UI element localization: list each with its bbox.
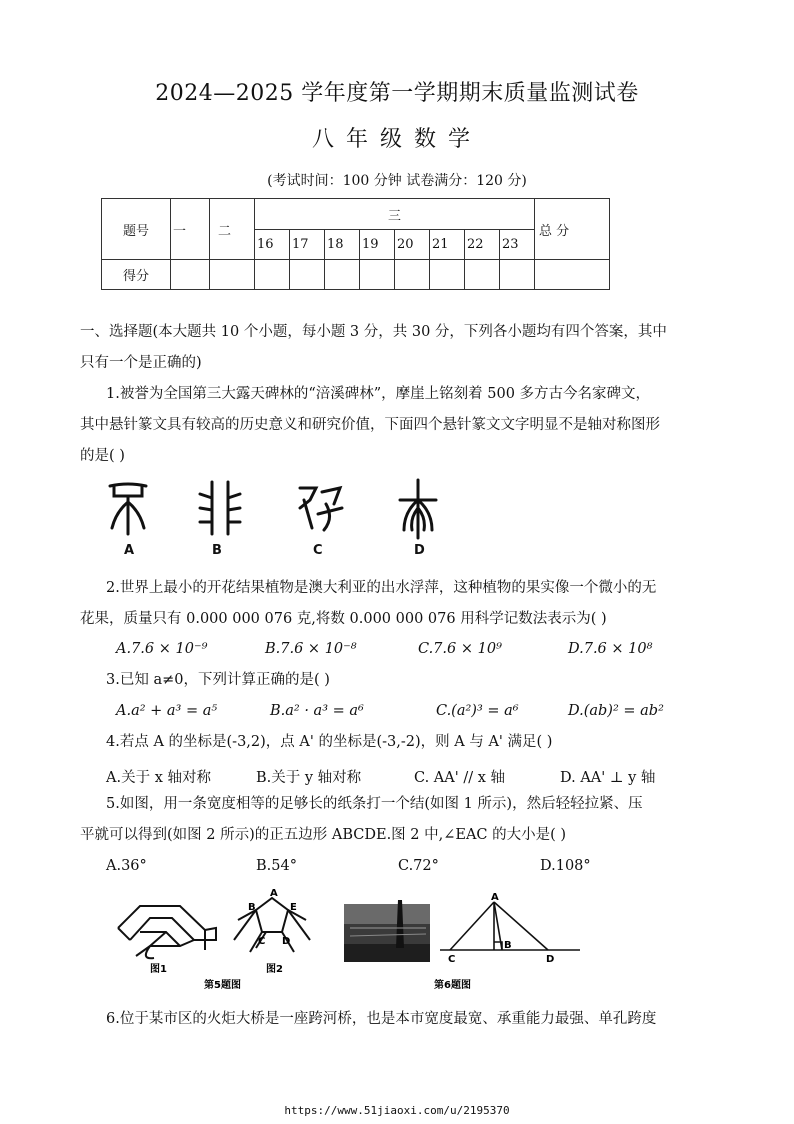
q3-option-b: B.a² · a³ = a⁶ [270, 703, 364, 719]
sub-number: 23 [500, 230, 535, 260]
row-label-question: 题号 [102, 199, 171, 260]
q4-option-d: D. AA' ⊥ y 轴 [560, 770, 656, 786]
sub-number: 16 [255, 230, 290, 260]
exam-info: (考试时间：100 分钟 试卷满分：120 分) [267, 173, 527, 189]
sub-number: 22 [465, 230, 500, 260]
triangle-label-d: D [546, 954, 555, 965]
q4-option-a: A.关于 x 轴对称 [106, 770, 211, 786]
sub-number: 18 [325, 230, 360, 260]
paper-knot-figure [118, 906, 216, 958]
fig1-caption: 图1 [150, 964, 167, 975]
seal-glyph-c [300, 488, 342, 530]
score-cell [395, 260, 430, 290]
seal-glyph-a [110, 484, 146, 534]
row-label-score: 得分 [102, 260, 171, 290]
pentagon-label-b: B [248, 902, 256, 913]
option-c-label: C [313, 543, 323, 558]
q6-figure-caption: 第6题图 [434, 980, 471, 991]
score-table [101, 198, 610, 290]
seal-glyph-b [200, 482, 240, 534]
sub-number: 17 [290, 230, 325, 260]
q5-option-c: C.72° [398, 858, 439, 874]
exam-subtitle: 八年级数学 [311, 127, 482, 152]
q5-figure-caption: 第5题图 [204, 980, 241, 991]
section1-heading-line1: 一、选择题(本大题共 10 个小题，每小题 3 分，共 30 分，下列各小题均有四个答案，其中 [80, 324, 667, 340]
score-cell [171, 260, 210, 290]
col-total: 总 分 [535, 199, 610, 260]
q2-option-b: B.7.6 × 10⁻⁸ [265, 641, 357, 657]
option-a-label: A [124, 543, 135, 558]
q5-option-d: D.108° [540, 858, 591, 874]
pentagon-label-e: E [290, 902, 297, 913]
option-d-label: D [414, 543, 425, 558]
score-cell [360, 260, 395, 290]
score-cell [430, 260, 465, 290]
q5-option-a: A.36° [106, 858, 147, 874]
q6-line1: 6.位于某市区的火炬大桥是一座跨河桥，也是本市宽度最宽、承重能力最强、单孔跨度 [106, 1011, 657, 1027]
q2-option-c: C.7.6 × 10⁹ [418, 641, 502, 657]
q5-option-b: B.54° [256, 858, 297, 874]
q4-stem: 4.若点 A 的坐标是(-3,2)，点 A' 的坐标是(-3,-2)，则 A 与 A' 满足( ) [106, 734, 553, 750]
pentagon-label-c: C [258, 936, 266, 947]
footer-url[interactable]: https://www.51jiaoxi.com/u/2195370 [284, 1104, 510, 1117]
bridge-photo [344, 900, 430, 962]
q2-option-a: A.7.6 × 10⁻⁹ [116, 641, 208, 657]
score-cell [290, 260, 325, 290]
q3-option-d: D.(ab)² = ab² [568, 703, 664, 719]
triangle-label-c: C [448, 954, 456, 965]
pentagon-label-d: D [282, 936, 291, 947]
q2-line1: 2.世界上最小的开花结果植物是澳大利亚的出水浮萍，这种植物的果实像一个微小的无 [106, 580, 657, 596]
q4-option-b: B.关于 y 轴对称 [256, 770, 362, 786]
col-section-one: 一 [171, 199, 210, 260]
option-b-label: B [212, 543, 222, 558]
score-cell [500, 260, 535, 290]
q4-option-c: C. AA' // x 轴 [414, 770, 506, 786]
sub-number: 21 [430, 230, 465, 260]
score-cell [535, 260, 610, 290]
figures-row [110, 888, 580, 996]
fig2-caption: 图2 [266, 964, 283, 975]
pentagon-figure [234, 898, 310, 952]
q5-line2: 平就可以得到(如图 2 所示)的正五边形 ABCDE.图 2 中,∠EAC 的大小是( ) [80, 827, 567, 843]
q3-option-a: A.a² + a³ = a⁵ [116, 703, 218, 719]
seal-glyph-d [400, 480, 436, 538]
exam-title: 2024—2025 学年度第一学期期末质量监测试卷 [155, 81, 639, 106]
q1-line2: 其中悬针篆文具有较高的历史意义和研究价值，下面四个悬针篆文文字明显不是轴对称图形 [80, 417, 660, 433]
q1-line1: 1.被誉为全国第三大露天碑林的“涪溪碑林”，摩崖上铭刻着 500 多方古今名家碑文， [106, 386, 651, 402]
q3-stem: 3.已知 a≠0，下列计算正确的是( ) [106, 672, 330, 688]
section1-heading-line2: 只有一个是正确的) [80, 355, 202, 371]
triangle-label-a: A [491, 892, 499, 903]
col-section-three: 三 [255, 199, 535, 230]
score-cell [325, 260, 360, 290]
sub-number: 20 [395, 230, 430, 260]
score-cell [210, 260, 255, 290]
q2-option-d: D.7.6 × 10⁸ [568, 641, 653, 657]
q1-line3: 的是( ) [80, 448, 125, 464]
score-cell [255, 260, 290, 290]
col-section-two: 二 [210, 199, 255, 260]
score-cell [465, 260, 500, 290]
sub-number: 19 [360, 230, 395, 260]
triangle-label-b: B [504, 940, 512, 951]
q3-option-c: C.(a²)³ = a⁶ [436, 703, 519, 719]
q1-seal-figures [100, 478, 460, 566]
q2-line2: 花果，质量只有 0.000 000 076 克,将数 0.000 000 076 用科学记数法表示为( ) [80, 611, 607, 627]
pentagon-label-a: A [270, 888, 278, 899]
q5-line1: 5.如图，用一条宽度相等的足够长的纸条打一个结(如图 1 所示)，然后轻轻拉紧、压 [106, 796, 643, 812]
